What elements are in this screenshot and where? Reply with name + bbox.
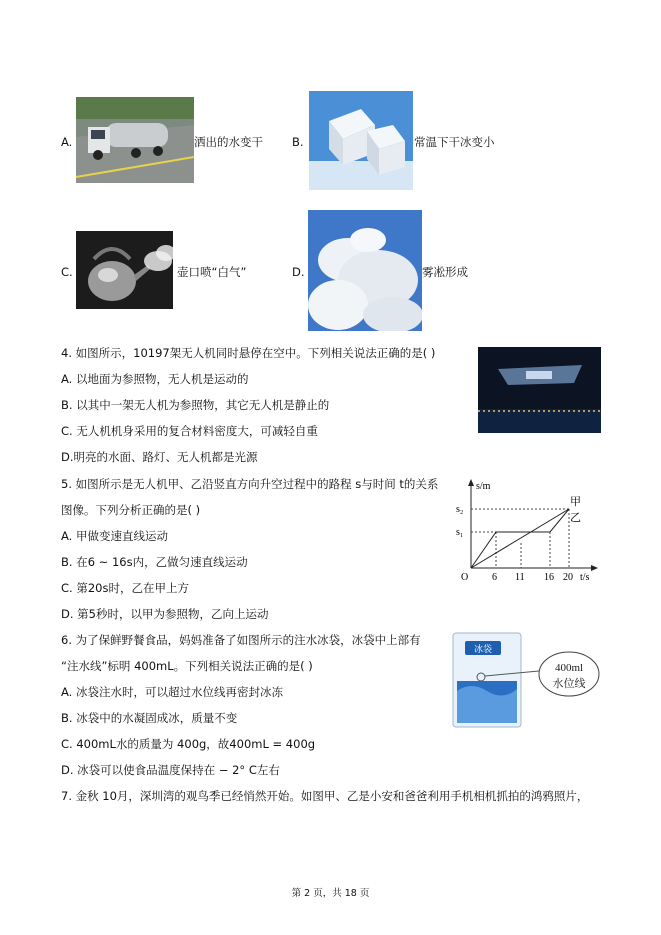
q5-option-a: A. 甲做变速直线运动	[61, 529, 168, 543]
q4-option-a: A. 以地面为参照物，无人机是运动的	[61, 372, 249, 386]
truck-photo	[76, 97, 194, 183]
y-axis-label: s/m	[476, 481, 491, 492]
kettle-photo	[76, 231, 173, 309]
drone-show-photo	[478, 347, 601, 433]
q6-stem-line1: 6. 为了保鲜野餐食品，妈妈准备了如图所示的注水冰袋，冰袋中上部有	[61, 633, 421, 647]
q5-option-c: C. 第20s时，乙在甲上方	[61, 581, 189, 595]
q6-option-a: A. 冰袋注水时，可以超过水位线再密封冰冻	[61, 685, 283, 699]
callout-volume: 400ml	[554, 662, 584, 674]
x-axis-label: t/s	[580, 572, 590, 583]
q6-stem-line2: “注水线”标明 400mL。下列相关说法正确的是( )	[61, 659, 313, 673]
q6-option-b: B. 冰袋中的水凝固成冰，质量不变	[61, 711, 238, 725]
q4-option-c: C. 无人机机身采用的复合材料密度大，可减轻自重	[61, 424, 318, 438]
s1-label: s₁	[456, 527, 464, 538]
option-d-label: D.	[292, 265, 305, 279]
q4-option-b: B. 以其中一架无人机为参照物，其它无人机是静止的	[61, 398, 330, 412]
ice-bag-figure	[451, 631, 601, 731]
page-footer: 第 2 页，共 18 页	[291, 888, 370, 899]
dry-ice-photo	[309, 91, 413, 190]
option-b-text: 常温下干冰变小	[414, 135, 495, 149]
distance-time-graph	[452, 475, 602, 585]
option-a-label: A.	[61, 135, 73, 149]
label-yi: 乙	[570, 511, 581, 524]
q6-option-d: D. 冰袋可以使食品温度保持在 − 2° C左右	[61, 763, 280, 777]
q4-stem: 4. 如图所示，10197架无人机同时悬停在空中。下列相关说法正确的是( )	[61, 346, 436, 360]
q5-option-d: D. 第5秒时，以甲为参照物，乙向上运动	[61, 607, 269, 621]
line-jia	[471, 509, 569, 568]
tick-20: 20	[563, 572, 573, 583]
label-jia: 甲	[570, 495, 581, 508]
tick-16: 16	[544, 572, 554, 583]
q4-option-d: D.明亮的水面、路灯、无人机都是光源	[61, 450, 258, 464]
q6-option-c: C. 400mL水的质量为 400g，故400mL = 400g	[61, 737, 316, 751]
q5-stem-line2: 图像。下列分析正确的是( )	[61, 503, 201, 517]
tick-11: 11	[515, 572, 525, 583]
q7-stem: 7. 金秋 10月，深圳湾的观鸟季已经悄然开始。如图甲、乙是小安和爸爸利用手机相机抓拍的鸿鸦照片，	[61, 789, 589, 803]
origin-label: O	[461, 572, 469, 583]
tick-6: 6	[492, 572, 497, 583]
q5-stem-line1: 5. 如图所示是无人机甲、乙沿竖直方向升空过程中的路程 s与时间 t的关系	[61, 477, 439, 491]
rime-photo	[308, 210, 422, 331]
option-c-text: 壶口喷“白气”	[177, 265, 247, 279]
bag-label: 冰袋	[473, 645, 493, 655]
s2-label: s₂	[456, 504, 464, 515]
option-d-text: 雾凇形成	[422, 265, 468, 279]
option-a-text: 洒出的水变干	[194, 135, 263, 149]
q5-option-b: B. 在6 ~ 16s内，乙做匀速直线运动	[61, 555, 248, 569]
callout-waterline: 水位线	[552, 677, 586, 690]
option-c-label: C.	[61, 265, 73, 279]
option-b-label: B.	[292, 135, 304, 149]
